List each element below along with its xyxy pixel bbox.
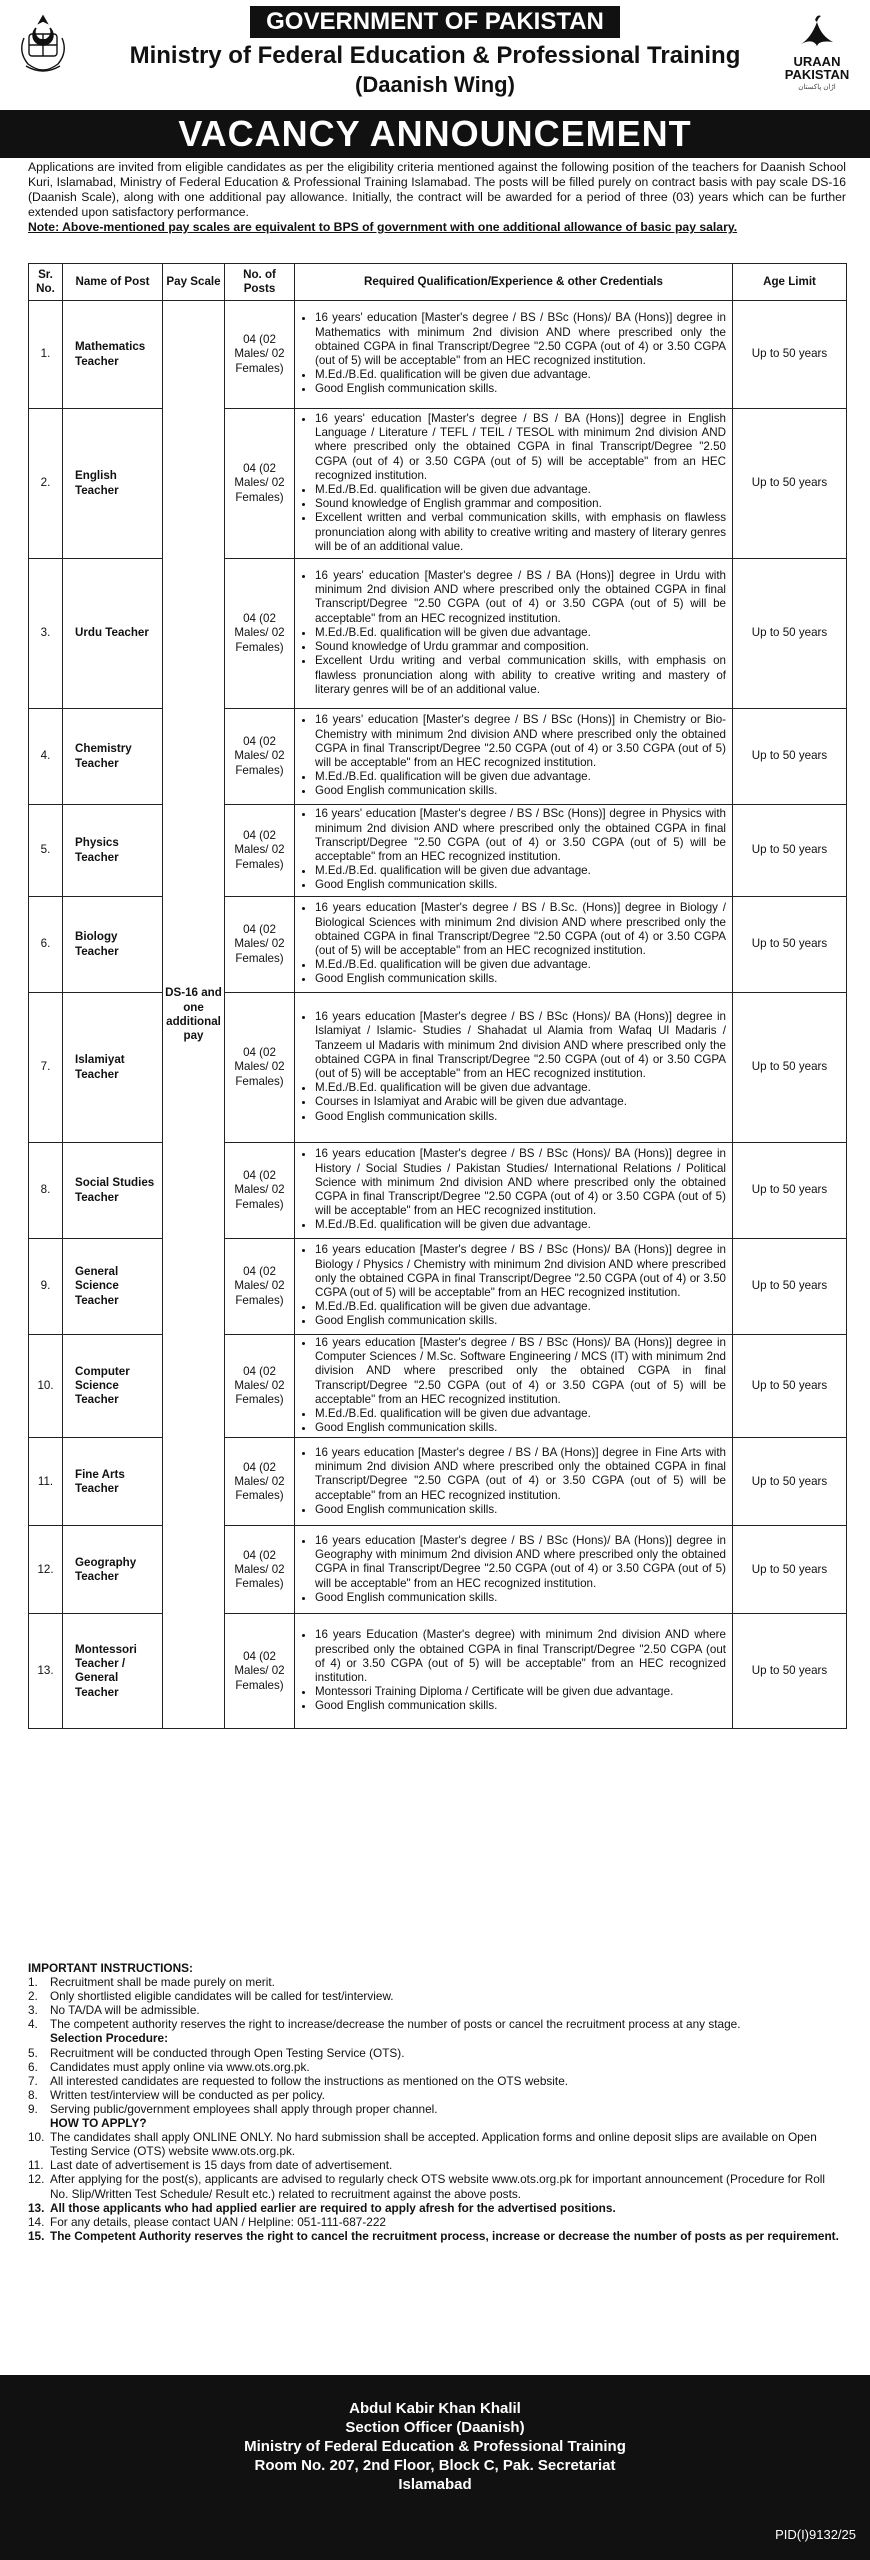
instruction-number: 10.: [28, 2130, 45, 2145]
qualification-item: • Good English communication skills.: [315, 1421, 726, 1435]
serial-number: 2.: [29, 409, 63, 559]
qualification-item: • M.Ed./B.Ed. qualification will be given due advantage.: [315, 1218, 726, 1232]
table-row: [29, 709, 847, 805]
age-limit: Up to 50 years: [733, 409, 847, 559]
qualification-item: • M.Ed./B.Ed. qualification will be given due advantage.: [315, 1407, 726, 1421]
serial-number: 1.: [29, 301, 63, 409]
qualification-cell: [295, 1239, 733, 1335]
col-header-age: Age Limit: [733, 264, 847, 301]
qualification-list: [299, 1243, 726, 1328]
qualification-item: • M.Ed./B.Ed. qualification will be given due advantage.: [315, 864, 726, 878]
qualification-list: [299, 1628, 726, 1713]
serial-number: 8.: [29, 1143, 63, 1239]
uraan-logo-text: URAAN PAKISTAN: [784, 54, 850, 82]
qualification-item: • M.Ed./B.Ed. qualification will be given due advantage.: [315, 626, 726, 640]
instruction-subheading: HOW TO APPLY?: [50, 2116, 147, 2131]
instruction-number: 8.: [28, 2087, 38, 2102]
vacancy-table: [28, 263, 847, 1729]
post-name: Chemistry Teacher: [63, 709, 163, 805]
qualification-cell: [295, 805, 733, 897]
age-limit: Up to 50 years: [733, 709, 847, 805]
post-name: English Teacher: [63, 409, 163, 559]
post-name: Biology Teacher: [63, 897, 163, 993]
instruction-item: [28, 2088, 846, 2102]
instructions-list: [28, 1975, 846, 2243]
qualification-list: [299, 569, 726, 697]
qualification-item: • Excellent Urdu writing and verbal communication skills, with emphasis on flawless pronunciation along with ability to creative writing and mastery of literary genres will be of an additional value.: [315, 654, 726, 697]
qualification-cell: [295, 1438, 733, 1526]
number-of-posts: 04 (02 Males/ 02 Females): [225, 409, 295, 559]
age-limit: Up to 50 years: [733, 1143, 847, 1239]
qualification-item: • 16 years education [Master's degree / BS / BSc (Hons)/ BA (Hons)] degree in Geography with minimum 2nd division AND where prescribed only the obtained CGPA in final Transcript/Degree "2.50 CGPA (out of 4) or 3.50 CGPA (out of 5) will be acceptable" from an HEC recognized institution.: [315, 1534, 726, 1591]
age-limit: Up to 50 years: [733, 1438, 847, 1526]
serial-number: 4.: [29, 709, 63, 805]
instruction-item: [28, 1975, 846, 1989]
vacancy-title: VACANCY ANNOUNCEMENT: [0, 110, 870, 158]
qualification-item: • 16 years education [Master's degree / BS / BSc (Hons)/ BA (Hons)] degree in Computer Sciences / M.Sc. Software Engineering / MCS (IT) with minimum 2nd division AND where prescribed only the obtained CGPA in final Transcript/Degree "2.50 CGPA (out of 4) or 3.50 CGPA (out of 5) will be acceptable" from an HEC recognized institution.: [315, 1336, 726, 1407]
post-name: Montessori Teacher / General Teacher: [63, 1614, 163, 1729]
instruction-number: 6.: [28, 2059, 38, 2074]
government-banner: GOVERNMENT OF PAKISTAN: [250, 6, 620, 38]
wing-name: (Daanish Wing): [355, 72, 515, 97]
qualification-item: • Good English communication skills.: [315, 1503, 726, 1517]
instruction-text: After applying for the post(s), applicants are advised to regularly check OTS website www.ots.org.pk for important announcement (Procedure for Roll No. Slip/Written Test Schedule/ Result etc.) related to recruitment against the above posts.: [50, 2172, 826, 2201]
qualification-item: • Sound knowledge of Urdu grammar and composition.: [315, 640, 726, 654]
qualification-item: • 16 years' education [Master's degree / BS / BA (Hons)] degree in Urdu with minimum 2nd division AND where prescribed only the obtained CGPA in final Transcript/Degree "2.50 CGPA (out of 4) or 3.50 CGPA (out of 5) will be acceptable" from an HEC recognized institution.: [315, 569, 726, 626]
qualification-list: [299, 412, 726, 554]
instructions: [28, 1961, 846, 2243]
serial-number: 10.: [29, 1335, 63, 1438]
col-header-sr: Sr. No.: [29, 264, 63, 301]
qualification-item: • Good English communication skills.: [315, 878, 726, 892]
serial-number: 6.: [29, 897, 63, 993]
table-row: [29, 805, 847, 897]
pay-scale: DS-16 and one additional pay: [163, 301, 225, 1729]
post-name: Fine Arts Teacher: [63, 1438, 163, 1526]
instruction-text: Candidates must apply online via www.ots.org.pk.: [50, 2059, 310, 2074]
instruction-text: Recruitment will be conducted through Open Testing Service (OTS).: [50, 2045, 405, 2060]
officer-designation: Section Officer (Daanish): [345, 2419, 525, 2436]
qualification-item: • Montessori Training Diploma / Certificate will be given due advantage.: [315, 1685, 726, 1699]
qualification-item: • Sound knowledge of English grammar and composition.: [315, 497, 726, 511]
qualification-item: • M.Ed./B.Ed. qualification will be given due advantage.: [315, 368, 726, 382]
instruction-item: [28, 1989, 846, 2003]
qualification-list: [299, 807, 726, 892]
qualification-list: [299, 1534, 726, 1605]
number-of-posts: 04 (02 Males/ 02 Females): [225, 805, 295, 897]
number-of-posts: 04 (02 Males/ 02 Females): [225, 1239, 295, 1335]
instruction-item: [28, 2074, 846, 2088]
pid-number: PID(I)9132/25: [775, 2527, 856, 2542]
instruction-number: 4.: [28, 2017, 38, 2032]
qualification-list: [299, 713, 726, 798]
post-name: Urdu Teacher: [63, 559, 163, 709]
instructions-heading: IMPORTANT INSTRUCTIONS:: [28, 1961, 193, 1975]
qualification-item: • Good English communication skills.: [315, 1699, 726, 1713]
instruction-text: Written test/interview will be conducted as per policy.: [50, 2087, 325, 2102]
table-row: [29, 409, 847, 559]
instruction-item: [28, 2046, 846, 2060]
qualification-item: • M.Ed./B.Ed. qualification will be given due advantage.: [315, 958, 726, 972]
qualification-item: • 16 years' education [Master's degree / BS / BSc (Hons)/ BA (Hons)] degree in Mathematics with minimum 2nd division AND where prescribed only the obtained CGPA in final Transcript/Degree "2.50 CGPA (out of 4) or 3.50 CGPA (out of 5) will be acceptable" from an HEC recognized institution.: [315, 311, 726, 368]
age-limit: Up to 50 years: [733, 805, 847, 897]
qualification-item: • Good English communication skills.: [315, 784, 726, 798]
instruction-number: 7.: [28, 2073, 38, 2088]
instruction-item: [28, 2229, 846, 2243]
table-row: [29, 1614, 847, 1729]
age-limit: Up to 50 years: [733, 1614, 847, 1729]
number-of-posts: 04 (02 Males/ 02 Females): [225, 1335, 295, 1438]
instruction-text: The candidates shall apply ONLINE ONLY. No hard submission shall be accepted. Application forms and online deposit slips are available on Open Testing Service (OTS) website www.ots.org.pk.: [50, 2130, 817, 2159]
qualification-item: • 16 years' education [Master's degree / BS / BA (Hons)] degree in English Language / Literature / TEFL / TEIL / TESOL with minimum 2nd division AND where prescribed only the obtained CGPA in final Transcript/Degree "2.50 CGPA (out of 4) or 3.50 CGPA (out of 5) will be acceptable" from an HEC recognized institution.: [315, 412, 726, 483]
header: [0, 0, 870, 110]
instruction-item: [28, 2102, 846, 2116]
number-of-posts: 04 (02 Males/ 02 Females): [225, 301, 295, 409]
qualification-item: • Good English communication skills.: [315, 972, 726, 986]
qualification-cell: [295, 1614, 733, 1729]
instruction-number: 3.: [28, 2003, 38, 2018]
age-limit: Up to 50 years: [733, 897, 847, 993]
number-of-posts: 04 (02 Males/ 02 Females): [225, 1438, 295, 1526]
instruction-item: [28, 2017, 846, 2031]
qualification-item: • 16 years Education (Master's degree) with minimum 2nd division AND where prescribed only the obtained CGPA in final Transcript/Degree "2.50 CGPA (out of 4) or 3.50 CGPA (out of 5) will be acceptable" from an HEC recognized institution.: [315, 1628, 726, 1685]
qualification-list: [299, 1147, 726, 1232]
col-header-pay: Pay Scale: [163, 264, 225, 301]
footer: [0, 2375, 870, 2560]
footer-city: Islamabad: [398, 2476, 472, 2493]
intro-paragraph: Applications are invited from eligible candidates as per the eligibility criteria mentioned against the following position of the teachers for Daanish School Kuri, Islamabad, Ministry of Federal Education & Professional Training Islamabad. The posts will be filled purely on contract basis with pay scale DS-16 (Daanish Scale), along with one additional pay allowance. Initially, the contract will be awarded for a period of three (03) years which can be further extended upon satisfactory performance.: [28, 160, 846, 219]
number-of-posts: 04 (02 Males/ 02 Females): [225, 1526, 295, 1614]
instruction-item: [28, 2172, 846, 2200]
instruction-text: For any details, please contact UAN / Helpline: 051-111-687-222: [50, 2214, 386, 2229]
number-of-posts: 04 (02 Males/ 02 Females): [225, 897, 295, 993]
instruction-item: [28, 2003, 846, 2017]
post-name: Computer Science Teacher: [63, 1335, 163, 1438]
instruction-item: [28, 2060, 846, 2074]
qualification-item: • Courses in Islamiyat and Arabic will be given due advantage.: [315, 1095, 726, 1109]
officer-name: Abdul Kabir Khan Khalil: [349, 2400, 521, 2417]
instruction-text: No TA/DA will be admissible.: [50, 2003, 200, 2018]
post-name: General Science Teacher: [63, 1239, 163, 1335]
qualification-list: [299, 901, 726, 986]
qualification-list: [299, 1010, 726, 1124]
age-limit: Up to 50 years: [733, 1239, 847, 1335]
age-limit: Up to 50 years: [733, 1335, 847, 1438]
qualification-item: • M.Ed./B.Ed. qualification will be given due advantage.: [315, 1081, 726, 1095]
qualification-item: • 16 years education [Master's degree / BS / BSc (Hons)/ BA (Hons)] degree in Biology / Physics / Chemistry with minimum 2nd division AND where prescribed only the obtained CGPA in final Transcript/Degree "2.50 CGPA (out of 4) or 3.50 CGPA (out of 5) will be acceptable" from an HEC recognized institution.: [315, 1243, 726, 1300]
qualification-cell: [295, 301, 733, 409]
qualification-item: • 16 years education [Master's degree / BS / BSc (Hons)/ BA (Hons)] degree in History / Social Studies / Pakistan Studies/ International Relations / Political Science with minimum 2nd division AND where prescribed only the obtained CGPA in final Transcript/Degree "2.50 CGPA (out of 4) or 3.50 CGPA (out of 5) will be acceptable" from an HEC recognized institution.: [315, 1147, 726, 1218]
number-of-posts: 04 (02 Males/ 02 Females): [225, 559, 295, 709]
instruction-number: 14.: [28, 2214, 45, 2229]
instruction-subheading: Selection Procedure:: [50, 2031, 169, 2046]
instruction-text: Only shortlisted eligible candidates will be called for test/interview.: [50, 1989, 394, 2004]
table-row: [29, 559, 847, 709]
footer-address: Room No. 207, 2nd Floor, Block C, Pak. Secretariat: [254, 2457, 616, 2474]
qualification-cell: [295, 897, 733, 993]
age-limit: Up to 50 years: [733, 1526, 847, 1614]
qualification-item: • 16 years education [Master's degree / BS / BSc (Hons)/ BA (Hons)] degree in Islamiyat / Islamic- Studies / Shahadat ul Alamia from Wafaq Ul Madaris / Tanzeem ul Madaris with minimum 2nd division AND where prescribed only the obtained CGPA in final Transcript/Degree "2.50 CGPA (out of 4) or 3.50 CGPA (out of 5) will be acceptable" from an HEC recognized institution.: [315, 1010, 726, 1081]
instruction-number: 5.: [28, 2045, 38, 2060]
table-row: [29, 1526, 847, 1614]
post-name: Social Studies Teacher: [63, 1143, 163, 1239]
qualification-cell: [295, 709, 733, 805]
post-name: Mathematics Teacher: [63, 301, 163, 409]
qualification-item: • Good English communication skills.: [315, 1314, 726, 1328]
qualification-item: • 16 years' education [Master's degree / BS / BSc (Hons)] degree in Physics with minimum 2nd division AND where prescribed only the obtained CGPA in final Transcript/Degree "2.50 CGPA (out of 4) or 3.50 CGPA (out of 5) will be acceptable" from an HEC recognized institution.: [315, 807, 726, 864]
serial-number: 12.: [29, 1526, 63, 1614]
number-of-posts: 04 (02 Males/ 02 Females): [225, 1614, 295, 1729]
instruction-number: 13.: [28, 2200, 45, 2215]
qualification-item: • Excellent written and verbal communication skills, with emphasis on flawless pronunciation along with ability to creative writing and mastery of literary genres will be of an additional value.: [315, 511, 726, 554]
note-text: Note: Above-mentioned pay scales are equivalent to BPS of government with one additional allowance of basic pay salary.: [28, 220, 738, 234]
instruction-text: Last date of advertisement is 15 days from date of advertisement.: [50, 2158, 393, 2173]
number-of-posts: 04 (02 Males/ 02 Females): [225, 993, 295, 1143]
col-header-posts: No. of Posts: [225, 264, 295, 301]
instruction-item: [28, 2130, 846, 2158]
instruction-text: Recruitment shall be made purely on merit.: [50, 1975, 275, 1990]
instruction-text: The Competent Authority reserves the right to cancel the recruitment process, increase or decrease the number of posts as per requirement.: [50, 2228, 839, 2243]
age-limit: Up to 50 years: [733, 301, 847, 409]
qualification-item: • Good English communication skills.: [315, 382, 726, 396]
qualification-item: • M.Ed./B.Ed. qualification will be given due advantage.: [315, 1300, 726, 1314]
qualification-list: [299, 1446, 726, 1517]
serial-number: 3.: [29, 559, 63, 709]
signature-block: [0, 2375, 870, 2494]
qualification-item: • M.Ed./B.Ed. qualification will be given due advantage.: [315, 770, 726, 784]
post-name: Geography Teacher: [63, 1526, 163, 1614]
col-header-qualification: Required Qualification/Experience & other Credentials: [295, 264, 733, 301]
intro-block: [28, 160, 846, 235]
table-row: [29, 1143, 847, 1239]
uraan-pakistan-logo: [776, 14, 858, 104]
qualification-item: • 16 years education [Master's degree / BS / BA (Hons)] degree in Fine Arts with minimum 2nd division AND where prescribed only the obtained CGPA in final Transcript/Degree "2.50 CGPA (out of 4) or 3.50 CGPA (out of 5) will be acceptable" from an HEC recognized institution.: [315, 1446, 726, 1503]
qualification-item: • 16 years education [Master's degree / BS / B.Sc. (Hons)] degree in Biology / Biological Sciences with minimum 2nd division AND where prescribed only the obtained CGPA in final Transcript/Degree "2.50 CGPA (out of 4) or 3.50 CGPA (out of 5) will be acceptable" from an HEC recognized institution.: [315, 901, 726, 958]
number-of-posts: 04 (02 Males/ 02 Females): [225, 1143, 295, 1239]
col-header-post: Name of Post: [63, 264, 163, 301]
instruction-number: 2.: [28, 1989, 38, 2004]
instruction-number: 11.: [28, 2158, 44, 2173]
instruction-number: 9.: [28, 2101, 38, 2116]
instruction-item: [28, 2201, 846, 2215]
qualification-cell: [295, 409, 733, 559]
footer-ministry: Ministry of Federal Education & Professional Training: [244, 2438, 626, 2455]
qualification-cell: [295, 993, 733, 1143]
table-row: [29, 301, 847, 409]
number-of-posts: 04 (02 Males/ 02 Females): [225, 709, 295, 805]
age-limit: Up to 50 years: [733, 993, 847, 1143]
uraan-tagline: اڑان پاکستان: [798, 84, 836, 91]
serial-number: 7.: [29, 993, 63, 1143]
qualification-item: • Good English communication skills.: [315, 1110, 726, 1124]
table-row: [29, 897, 847, 993]
instruction-text: All those applicants who had applied earlier are required to apply afresh for the advertised positions.: [50, 2200, 616, 2215]
post-name: Islamiyat Teacher: [63, 993, 163, 1143]
instruction-number: 15.: [28, 2228, 45, 2243]
table-body: [29, 301, 847, 1729]
instruction-item: [28, 2215, 846, 2229]
qualification-list: [299, 1336, 726, 1435]
table-header-row: [29, 264, 847, 301]
bird-wing-icon: [797, 14, 837, 48]
age-limit: Up to 50 years: [733, 559, 847, 709]
serial-number: 13.: [29, 1614, 63, 1729]
serial-number: 9.: [29, 1239, 63, 1335]
instruction-item: [28, 2158, 846, 2172]
table-row: [29, 1239, 847, 1335]
qualification-item: • M.Ed./B.Ed. qualification will be given due advantage.: [315, 483, 726, 497]
qualification-list: [299, 311, 726, 396]
serial-number: 11.: [29, 1438, 63, 1526]
qualification-cell: [295, 1526, 733, 1614]
serial-number: 5.: [29, 805, 63, 897]
qualification-cell: [295, 559, 733, 709]
qualification-cell: [295, 1335, 733, 1438]
table-row: [29, 993, 847, 1143]
table-row: [29, 1335, 847, 1438]
qualification-item: • 16 years' education [Master's degree / BS / BSc (Hons)] in Chemistry or Bio-Chemistry with minimum 2nd division AND where prescribed only the obtained CGPA in final Transcript/Degree "2.50 CGPA (out of 4) or 3.50 CGPA (out of 5) will be acceptable" from an HEC recognized institution.: [315, 713, 726, 770]
ministry-name: Ministry of Federal Education & Professional Training: [129, 42, 741, 69]
qualification-item: • Good English communication skills.: [315, 1591, 726, 1605]
instruction-text: All interested candidates are requested to follow the instructions as mentioned on the OTS website.: [50, 2073, 569, 2088]
table-row: [29, 1438, 847, 1526]
post-name: Physics Teacher: [63, 805, 163, 897]
qualification-cell: [295, 1143, 733, 1239]
instruction-text: Serving public/government employees shall apply through proper channel.: [50, 2101, 438, 2116]
instruction-number: 1.: [28, 1975, 38, 1990]
instruction-number: 12.: [28, 2172, 45, 2187]
instruction-text: The competent authority reserves the right to increase/decrease the number of posts or cancel the recruitment process at any stage.: [50, 2017, 741, 2032]
